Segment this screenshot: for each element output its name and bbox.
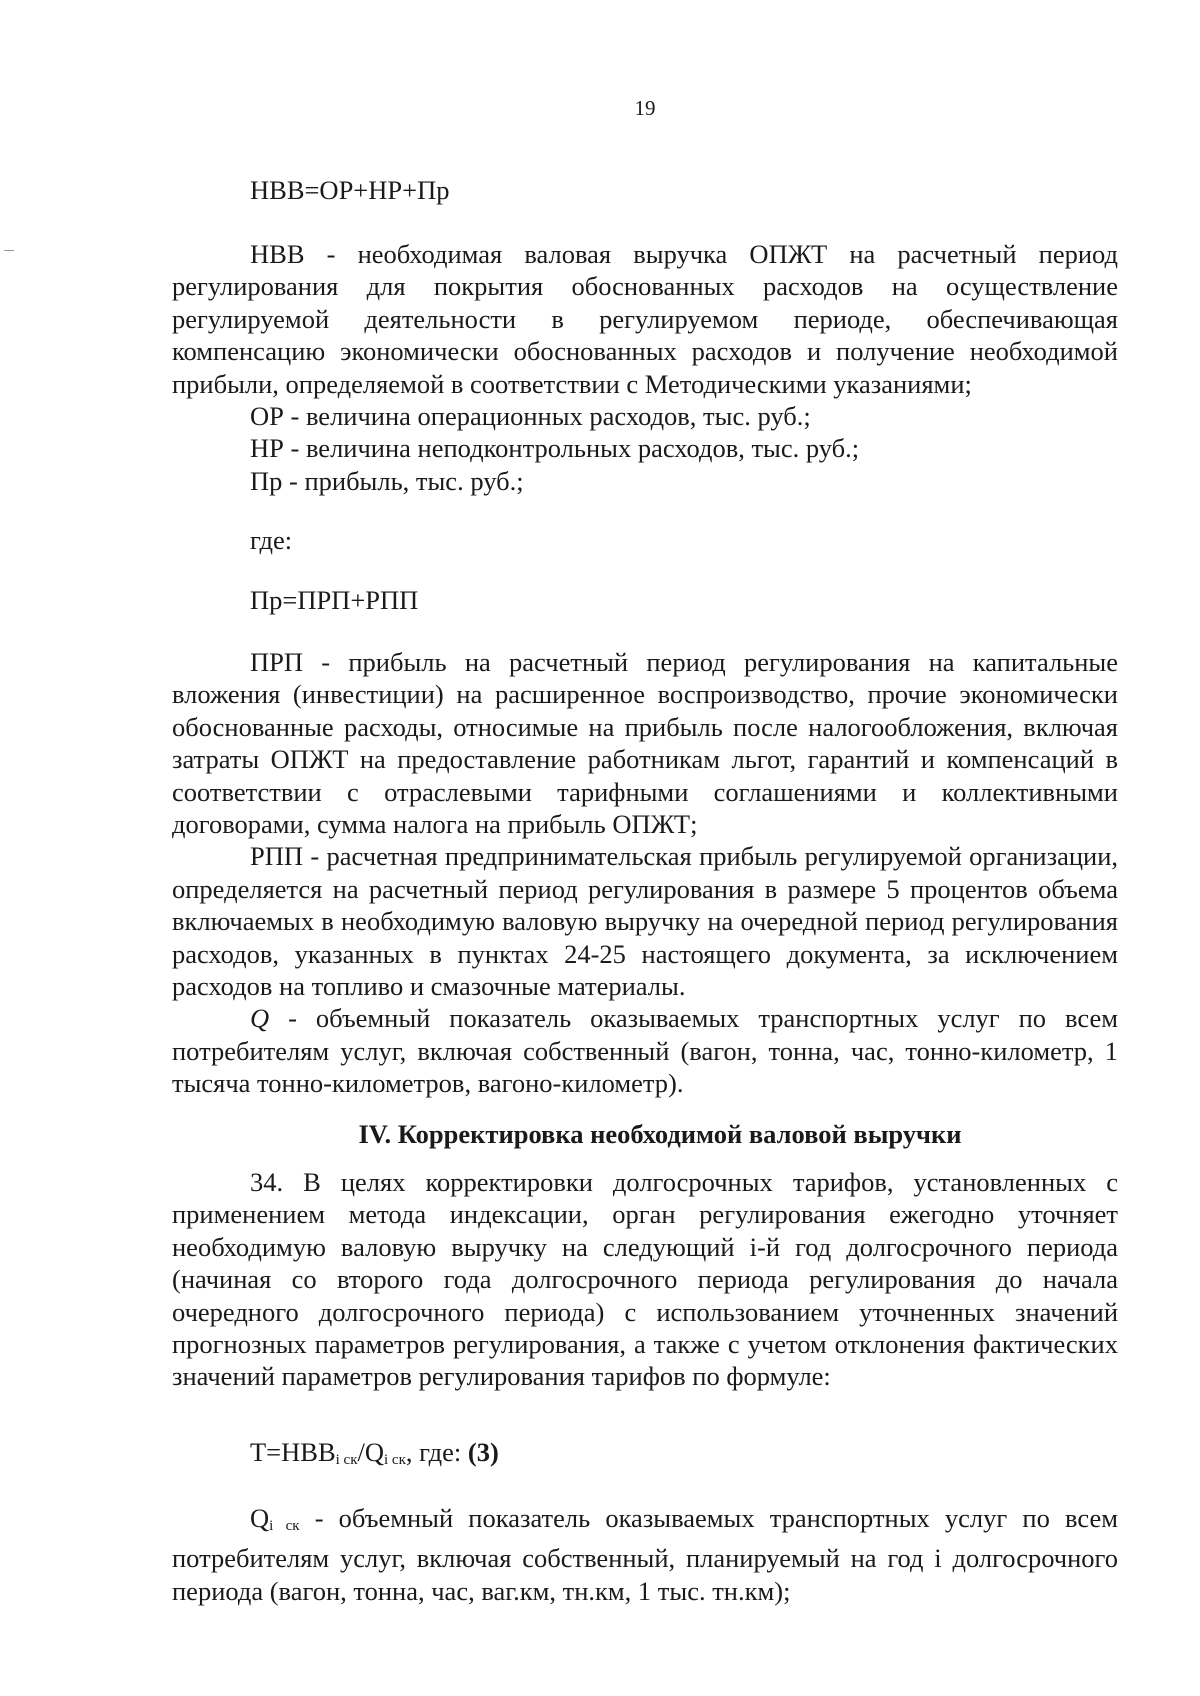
scan-edge-mark (4, 250, 14, 251)
section-heading: IV. Корректировка необходимой валовой выручки (358, 1119, 962, 1149)
definition-q (172, 1002, 1118, 1099)
definitions-block-3 (172, 1502, 1118, 1607)
definitions-block-1 (172, 238, 1118, 497)
qisk-subscript: i ск (269, 1518, 300, 1534)
qisk-symbol: Q (250, 1503, 270, 1533)
definition-or: ОР - величина операционных расходов, тыс. руб.; (250, 401, 811, 432)
definition-q-text: - объемный показатель оказываемых транспортных услуг по всем потребителям услуг, включая собственный (вагон, тонна, час, тонно-километр, 1 тысяча тонно-километров, вагоно-километр). (172, 1003, 1118, 1099)
definition-qisk-text: - объемный показатель оказываемых транспортных услуг по всем потребителям услуг, включая собственный, планируемый на год i долгосрочного периода (вагон, тонна, час, ваг.км, тн.км, 1 тыс. тн.км); (172, 1503, 1118, 1606)
definition-nvv: НВВ - необходимая валовая выручка ОПЖТ на расчетный период регулирования для покрытия обоснованных расходов на осуществление регулируемой деятельности в регулируемом периоде, обеспечивающая компенсацию экономически обоснованных расходов и получение необходимой прибыли, определяемой в соответствии с Методическими указаниями; (172, 239, 1118, 399)
formula-t-part: Т=НВВ (250, 1437, 336, 1467)
formula-t-subscript: i ск (335, 1452, 358, 1468)
formula-number: (3) (467, 1437, 499, 1467)
q-symbol: Q (250, 1003, 270, 1034)
definition-pr: Пр - прибыль, тыс. руб.; (250, 465, 524, 496)
paragraph-34-block (172, 1166, 1118, 1393)
definition-nr: НР - величина неподконтрольных расходов, тыс. руб.; (250, 433, 860, 464)
page-number: 19 (634, 96, 656, 120)
paragraph-34: 34. В целях корректировки долгосрочных тарифов, установленных с применением метода индексации, орган регулирования ежегодно уточняет необходимую валовую выручку на следующий i-й год долгосрочного периода (начиная со второго года долгосрочного периода регулирования до начала очередного долгосрочного периода) с использованием уточненных значений прогнозных параметров регулирования, а также с учетом отклонения фактических значений параметров регулирования тарифов по формуле: (172, 1167, 1118, 1392)
formula-t-part: , где: (405, 1437, 468, 1467)
where-label: где: (250, 525, 293, 555)
formula-pr: Пр=ПРП+РПП (250, 585, 419, 615)
definition-rpp: РПП - расчетная предпринимательская прибыль регулируемой организации, определяется на расчетный период регулирования в размере 5 процентов объема включаемых в необходимую валовую выручку на очередной период регулирования расходов, указанных в пунктах 24-25 настоящего документа, за исключением расходов на топливо и смазочные материалы. (172, 841, 1118, 1002)
formula-t-subscript: i ск (384, 1452, 406, 1468)
definition-qisk (172, 1502, 1118, 1607)
definition-prp: ПРП - прибыль на расчетный период регулирования на капитальные вложения (инвестиции) на расширенное воспроизводство, прочие экономически обоснованные расходы, относимые на прибыль после налогообложения, включая затраты ОПЖТ на предоставление работникам льгот, гарантий и компенсаций в соответствии с отраслевыми тарифными соглашениями и коллективными договорами, сумма налога на прибыль ОПЖТ; (172, 647, 1118, 840)
formula-t (250, 1436, 499, 1476)
definitions-block-2 (172, 646, 1118, 1100)
formula-nvv: НВВ=ОР+НР+Пр (250, 175, 450, 205)
formula-t-part: /Q (357, 1437, 384, 1467)
